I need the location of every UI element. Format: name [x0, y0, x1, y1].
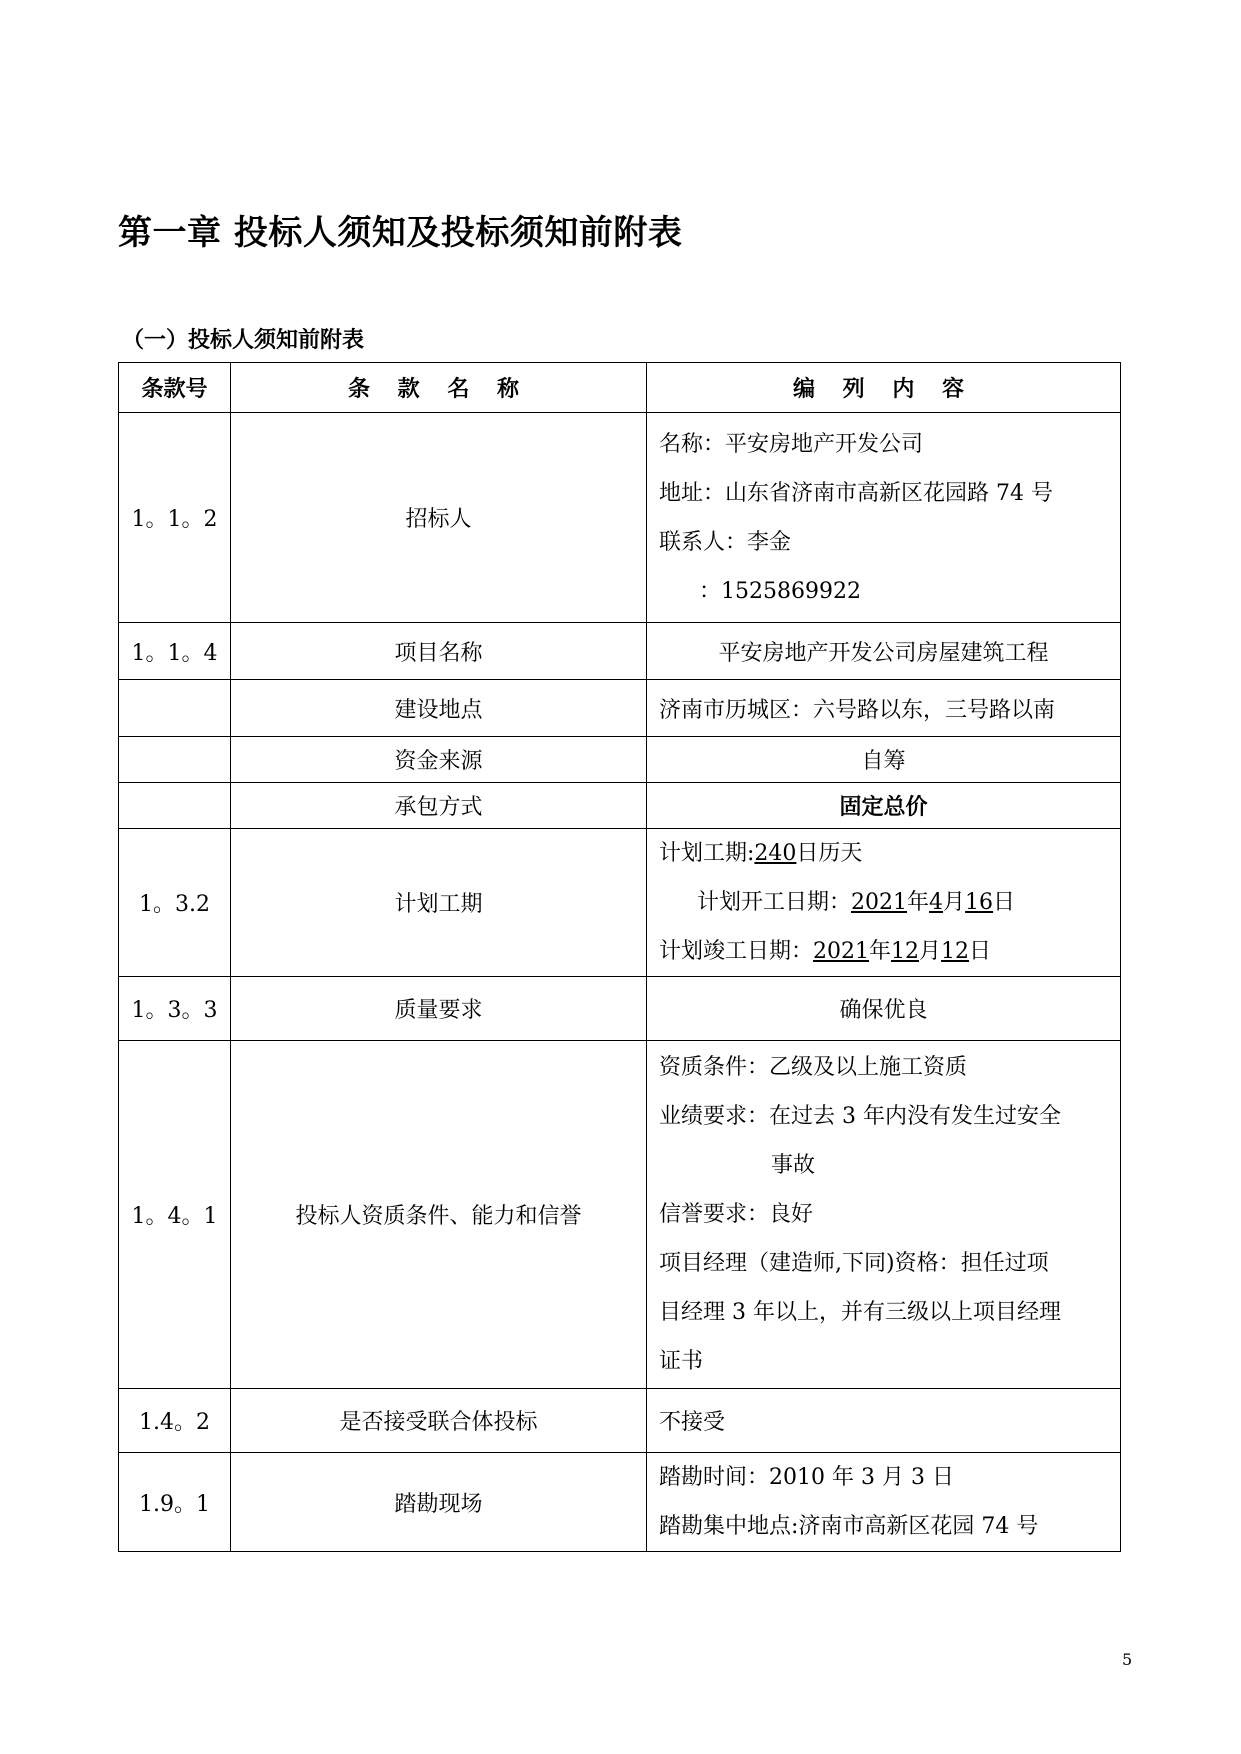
table-row	[119, 829, 1121, 977]
content-line: 名称：平安房地产开发公司	[659, 431, 924, 457]
content-line: 地址：山东省济南市高新区花园路 74 号	[659, 480, 1053, 506]
content-line: 业绩要求：在过去 3 年内没有发生过安全	[659, 1104, 1061, 1129]
clause-content: 平安房地产开发公司房屋建筑工程	[647, 623, 1121, 680]
end-day: 12	[941, 939, 970, 964]
content-line: 目经理 3 年以上，并有三级以上项目经理	[659, 1300, 1061, 1325]
duration-line	[659, 829, 1108, 878]
start-month-unit: 月	[943, 890, 966, 915]
table-row	[119, 413, 1121, 623]
start-date-line	[659, 878, 1108, 927]
clause-name: 投标人资质条件、能力和信誉	[231, 1041, 647, 1389]
end-date-line	[659, 927, 1108, 976]
clause-no: 1.9。1	[119, 1453, 231, 1552]
clause-name: 是否接受联合体投标	[231, 1389, 647, 1453]
clause-no	[119, 737, 231, 783]
content-line: 踏勘时间：2010 年 3 月 3 日	[659, 1465, 954, 1490]
end-month: 12	[891, 939, 920, 964]
clause-content: 固定总价	[647, 783, 1121, 829]
table-row	[119, 1041, 1121, 1389]
content-line: 踏勘集中地点:济南市高新区花园 74 号	[659, 1514, 1039, 1539]
content-line: 资质条件：乙级及以上施工资质	[659, 1055, 968, 1080]
clause-name: 招标人	[231, 413, 647, 623]
clause-no: 1。1。4	[119, 623, 231, 680]
clause-content: 自筹	[647, 737, 1121, 783]
clause-content	[647, 829, 1121, 977]
duration-label: 计划工期:	[659, 841, 755, 866]
clause-content	[647, 1453, 1121, 1552]
end-year: 2021	[813, 939, 870, 964]
header-clause-no: 条款号	[119, 363, 231, 413]
end-day-unit: 日	[969, 939, 992, 964]
clause-no: 1。3.2	[119, 829, 231, 977]
header-clause-name: 条 款 名 称	[231, 363, 647, 413]
table-row	[119, 1453, 1121, 1552]
content-line: 项目经理（建造师,下同)资格：担任过项	[659, 1251, 1049, 1276]
start-month: 4	[929, 890, 944, 915]
end-date-label: 计划竣工日期：	[659, 939, 814, 964]
content-line: ：1525869922	[699, 578, 861, 604]
clause-name: 质量要求	[231, 977, 647, 1041]
content-line: 证书	[659, 1349, 704, 1374]
bid-notice-table	[118, 362, 1121, 1552]
end-month-unit: 月	[919, 939, 942, 964]
clause-content: 济南市历城区：六号路以东，三号路以南	[647, 680, 1121, 737]
content-line: 联系人：李金	[659, 529, 792, 555]
table-row	[119, 680, 1121, 737]
clause-content	[647, 413, 1121, 623]
start-day-unit: 日	[993, 890, 1016, 915]
clause-name: 建设地点	[231, 680, 647, 737]
clause-name: 项目名称	[231, 623, 647, 680]
header-content: 编 列 内 容	[647, 363, 1121, 413]
clause-content: 确保优良	[647, 977, 1121, 1041]
start-date-label: 计划开工日期：	[697, 890, 852, 915]
start-day: 16	[965, 890, 994, 915]
clause-content: 不接受	[647, 1389, 1121, 1453]
clause-content	[647, 1041, 1121, 1389]
table-header-row	[119, 363, 1121, 413]
clause-name: 资金来源	[231, 737, 647, 783]
table-row	[119, 737, 1121, 783]
table-row	[119, 783, 1121, 829]
clause-name: 承包方式	[231, 783, 647, 829]
table-row	[119, 1389, 1121, 1453]
clause-name: 踏勘现场	[231, 1453, 647, 1552]
clause-no: 1。1。2	[119, 413, 231, 623]
start-year: 2021	[851, 890, 908, 915]
duration-value: 240	[754, 841, 797, 866]
clause-no: 1.4。2	[119, 1389, 231, 1453]
table-row	[119, 977, 1121, 1041]
section-title: （一）投标人须知前附表	[122, 328, 365, 353]
chapter-title: 第一章 投标人须知及投标须知前附表	[118, 213, 683, 253]
page-number: 5	[1122, 1650, 1133, 1669]
table-row	[119, 623, 1121, 680]
clause-no: 1。3。3	[119, 977, 231, 1041]
duration-unit: 日历天	[796, 841, 863, 866]
clause-no	[119, 783, 231, 829]
content-line: 事故	[771, 1153, 816, 1178]
clause-no: 1。4。1	[119, 1041, 231, 1389]
clause-no	[119, 680, 231, 737]
start-year-unit: 年	[907, 890, 930, 915]
content-line: 信誉要求：良好	[659, 1202, 814, 1227]
clause-name: 计划工期	[231, 829, 647, 977]
end-year-unit: 年	[869, 939, 892, 964]
